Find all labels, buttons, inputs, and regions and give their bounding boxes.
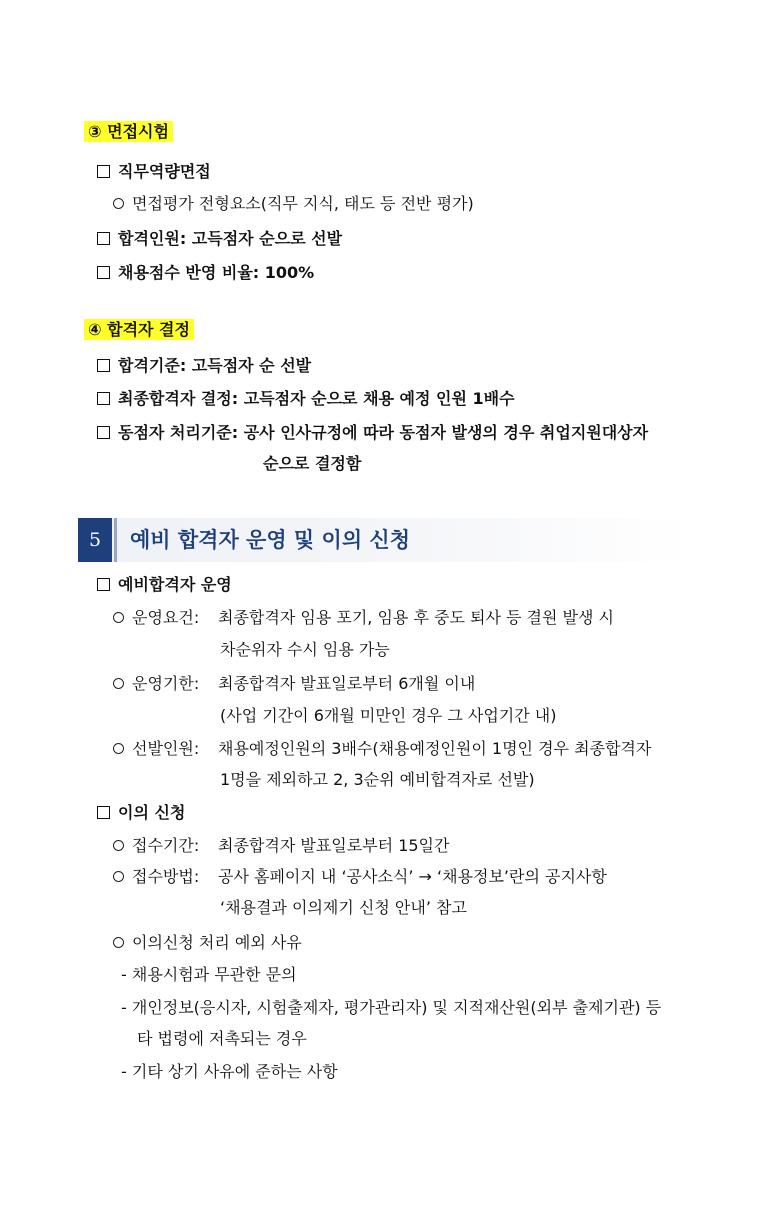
circle-bullet-icon: [113, 937, 124, 948]
objection-exception-2-cont: 타 법령에 저촉되는 경우: [137, 1029, 307, 1048]
reserve-heading: 예비합격자 운영: [97, 574, 232, 596]
reserve-item-period-cont: (사업 기간이 6개월 미만인 경우 그 사업기간 내): [220, 706, 557, 725]
circle-bullet-icon: [113, 871, 124, 882]
section-5-banner: [78, 518, 690, 562]
objection-heading: 이의 신청: [97, 802, 185, 824]
checkbox-square-icon: [97, 359, 110, 372]
circle-bullet-icon: [113, 678, 124, 689]
objection-exception-1: - 채용시험과 무관한 문의: [121, 965, 297, 984]
reserve-item-requirement: 운영요건: 최종합격자 임용 포기, 임용 후 중도 퇴사 등 결원 발생 시: [113, 607, 614, 629]
checkbox-square-icon: [97, 578, 110, 591]
circle-bullet-icon: [113, 840, 124, 851]
section-heading-interview: ③ 면접시험: [84, 121, 173, 143]
objection-exception-2: - 개인정보(응시자, 시험출제자, 평가관리자) 및 지적재산원(외부 출제기관) 등: [121, 998, 662, 1017]
checkbox-square-icon: [97, 806, 110, 819]
checkbox-square-icon: [97, 232, 110, 245]
section-title: 예비 합격자 운영 및 이의 신청: [130, 528, 410, 552]
objection-item-method: 접수방법: 공사 홈페이지 내 ‘공사소식’ → ‘채용정보’란의 공지사항: [113, 866, 607, 888]
section-number: 5: [78, 518, 112, 562]
objection-item-method-cont: ‘채용결과 이의제기 신청 안내’ 참고: [220, 898, 467, 917]
reserve-item-selection: 선발인원: 채용예정인원의 3배수(채용예정인원이 1명인 경우 최종합격자: [113, 738, 651, 760]
checkbox-square-icon: [97, 165, 110, 178]
checkbox-square-icon: [97, 426, 110, 439]
decision-item-criteria: 합격기준: 고득점자 순 선발: [97, 355, 311, 377]
objection-exception-3: - 기타 상기 사유에 준하는 사항: [121, 1062, 338, 1081]
interview-item-job-competency-detail: 면접평가 전형요소(직무 지식, 태도 등 전반 평가): [113, 193, 474, 215]
objection-item-period: 접수기간: 최종합격자 발표일로부터 15일간: [113, 835, 449, 857]
decision-item-tie-rule-cont: 순으로 결정함: [263, 454, 362, 473]
decision-item-tie-rule: 동점자 처리기준: 공사 인사규정에 따라 동점자 발생의 경우 취업지원대상자: [97, 422, 648, 444]
objection-exceptions-title: 이의신청 처리 예외 사유: [113, 932, 302, 954]
reserve-item-period: 운영기한: 최종합격자 발표일로부터 6개월 이내: [113, 673, 475, 695]
section-divider: [114, 518, 117, 562]
circle-bullet-icon: [113, 198, 124, 209]
circle-bullet-icon: [113, 612, 124, 623]
interview-item-job-competency: 직무역량면접: [97, 161, 211, 183]
reserve-item-selection-cont: 1명을 제외하고 2, 3순위 예비합격자로 선발): [220, 770, 535, 789]
checkbox-square-icon: [97, 266, 110, 279]
section-heading-decision: ④ 합격자 결정: [84, 319, 194, 341]
interview-item-pass-count: 합격인원: 고득점자 순으로 선발: [97, 228, 342, 250]
reserve-item-requirement-cont: 차순위자 수시 임용 가능: [220, 640, 390, 659]
checkbox-square-icon: [97, 392, 110, 405]
interview-item-score-ratio: 채용점수 반영 비율: 100%: [97, 262, 314, 284]
circle-bullet-icon: [113, 743, 124, 754]
decision-item-final: 최종합격자 결정: 고득점자 순으로 채용 예정 인원 1배수: [97, 388, 515, 410]
